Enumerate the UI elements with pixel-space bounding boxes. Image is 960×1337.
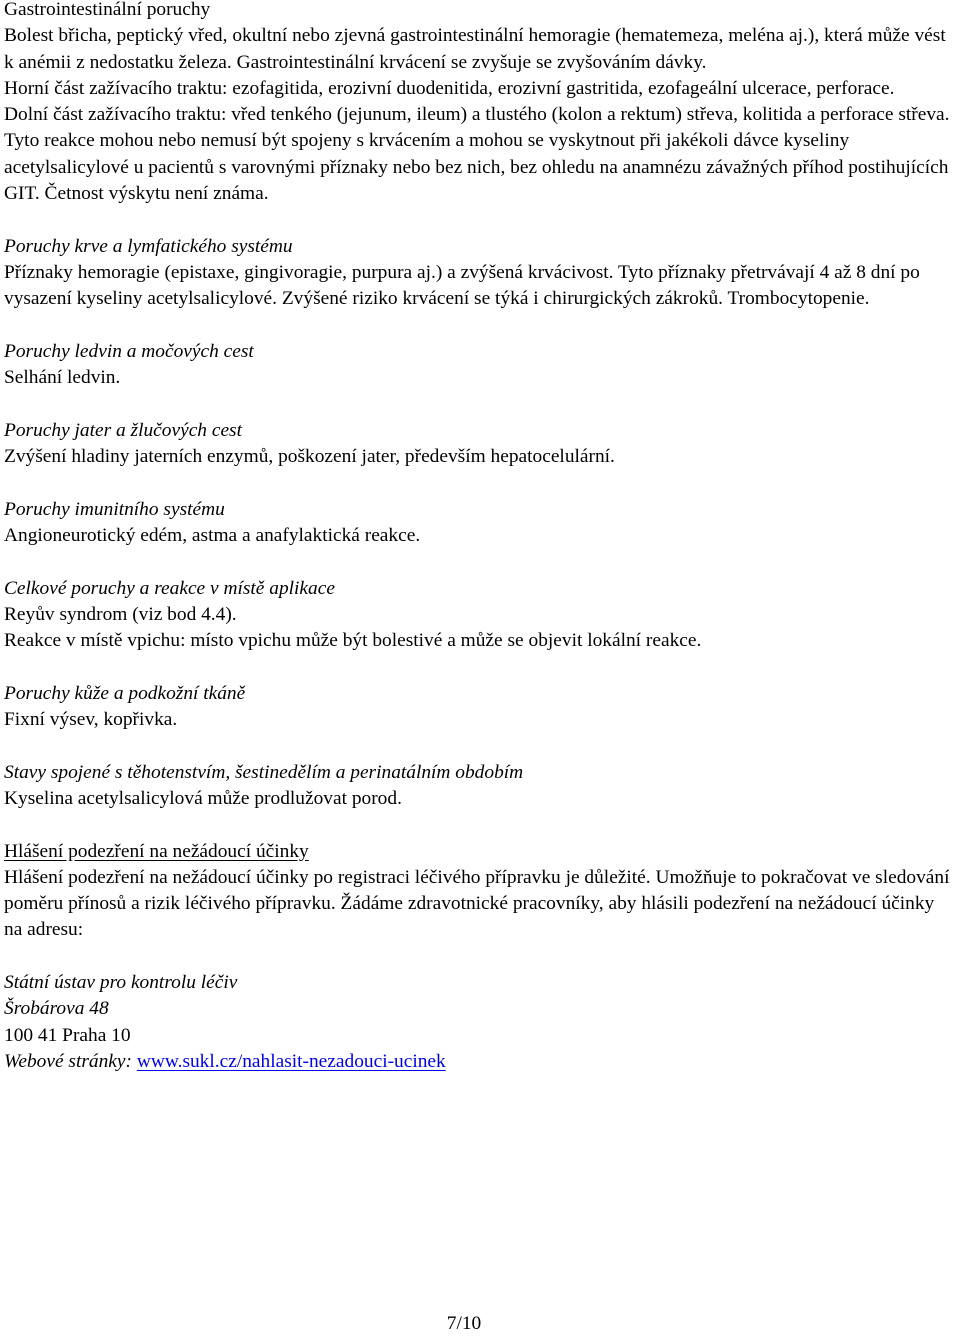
paragraph-injection-site: Reakce v místě vpichu: místo vpichu může být bolestivé a může se objevit lokální reakce. [4, 630, 702, 652]
section-heading-immune: Poruchy imunitního systému [4, 498, 225, 520]
section-gastrointestinal [4, 0, 956, 207]
section-heading-general: Celkové poruchy a reakce v místě aplikace [4, 577, 335, 599]
paragraph-liver: Zvýšení hladiny jaterních enzymů, poškození jater, především hepatocelulární. [4, 446, 615, 468]
reporting-website-link[interactable]: www.sukl.cz/nahlasit-nezadouci-ucinek [136, 1050, 446, 1072]
section-heading-skin: Poruchy kůže a podkožní tkáně [4, 682, 246, 704]
section-pregnancy [4, 760, 956, 813]
paragraph-kidney: Selhání ledvin. [4, 367, 121, 389]
paragraph-skin: Fixní výsev, kopřivka. [4, 709, 178, 731]
address-city: 100 41 Praha 10 [4, 1024, 131, 1046]
section-reporting [4, 839, 956, 944]
paragraph-pregnancy: Kyselina acetylsalicylová může prodlužovat porod. [4, 787, 402, 809]
address-institution: Státní ústav pro kontrolu léčiv [4, 971, 238, 993]
section-heading-kidney: Poruchy ledvin a močových cest [4, 340, 254, 362]
section-heading-blood: Poruchy krve a lymfatického systému [4, 235, 293, 257]
section-liver [4, 418, 956, 471]
section-kidney [4, 339, 956, 392]
address-street: Šrobárova 48 [4, 998, 109, 1020]
page-number: 7/10 [446, 1313, 482, 1334]
paragraph-gi-bleeding: Bolest břicha, peptický vřed, okultní nebo zjevná gastrointestinální hemoragie (hematemeza, meléna aj.), která může vést k anémii z nedostatku železa. Gastrointestinální krvácení se zvyšuje se zvyšováním dávky. [4, 25, 946, 73]
section-general [4, 576, 956, 655]
website-label: Webové stránky: [4, 1050, 132, 1072]
paragraph-upper-gi: Horní část zažívacího traktu: ezofagitida, erozivní duodenitida, erozivní gastritida, ezofageální ulcerace, perforace. [4, 77, 895, 99]
paragraph-gi-frequency: Tyto reakce mohou nebo nemusí být spojeny s krvácením a mohou se vyskytnout při jakékoli dávce kyseliny acetylsalicylové u pacientů s varovnými příznaky nebo bez nich, bez ohledu na anamnézu závažných příhod postihujících GIT. Četnost výskytu není známa. [4, 130, 949, 205]
section-heading-gastrointestinal: Gastrointestinální poruchy [4, 0, 211, 20]
section-blood [4, 234, 956, 313]
paragraph-lower-gi: Dolní část zažívacího traktu: vřed tenkého (jejunum, ileum) a tlustého (kolon a rektum) střeva, kolitida a perforace střeva. [4, 104, 950, 126]
section-immune [4, 497, 956, 550]
address-website-row [4, 1049, 956, 1075]
section-skin [4, 681, 956, 734]
paragraph-immune: Angioneurotický edém, astma a anafylaktická reakce. [4, 524, 421, 546]
section-heading-reporting: Hlášení podezření na nežádoucí účinky [4, 840, 309, 862]
paragraph-reporting: Hlášení podezření na nežádoucí účinky po registraci léčivého přípravku je důležité. Umožňuje to pokračovat ve sledování poměru přínosů a rizik léčivého přípravku. Žádáme zdravotnické pracovníky, aby hlásili podezření na nežádoucí účinky na adresu: [4, 866, 950, 941]
paragraph-reye-syndrome: Reyův syndrom (viz bod 4.4). [4, 603, 237, 625]
section-heading-pregnancy: Stavy spojené s těhotenstvím, šestinedělím a perinatálním obdobím [4, 761, 524, 783]
reporting-address [4, 970, 956, 1075]
paragraph-blood: Příznaky hemoragie (epistaxe, gingivoragie, purpura aj.) a zvýšená krvácivost. Tyto příznaky přetrvávají 4 až 8 dní po vysazení kyseliny acetylsalicylové. Zvýšené riziko krvácení se týká i chirurgických zákroků. Trombocytopenie. [4, 261, 920, 310]
section-heading-liver: Poruchy jater a žlučových cest [4, 419, 242, 441]
document-page [4, 0, 956, 1075]
